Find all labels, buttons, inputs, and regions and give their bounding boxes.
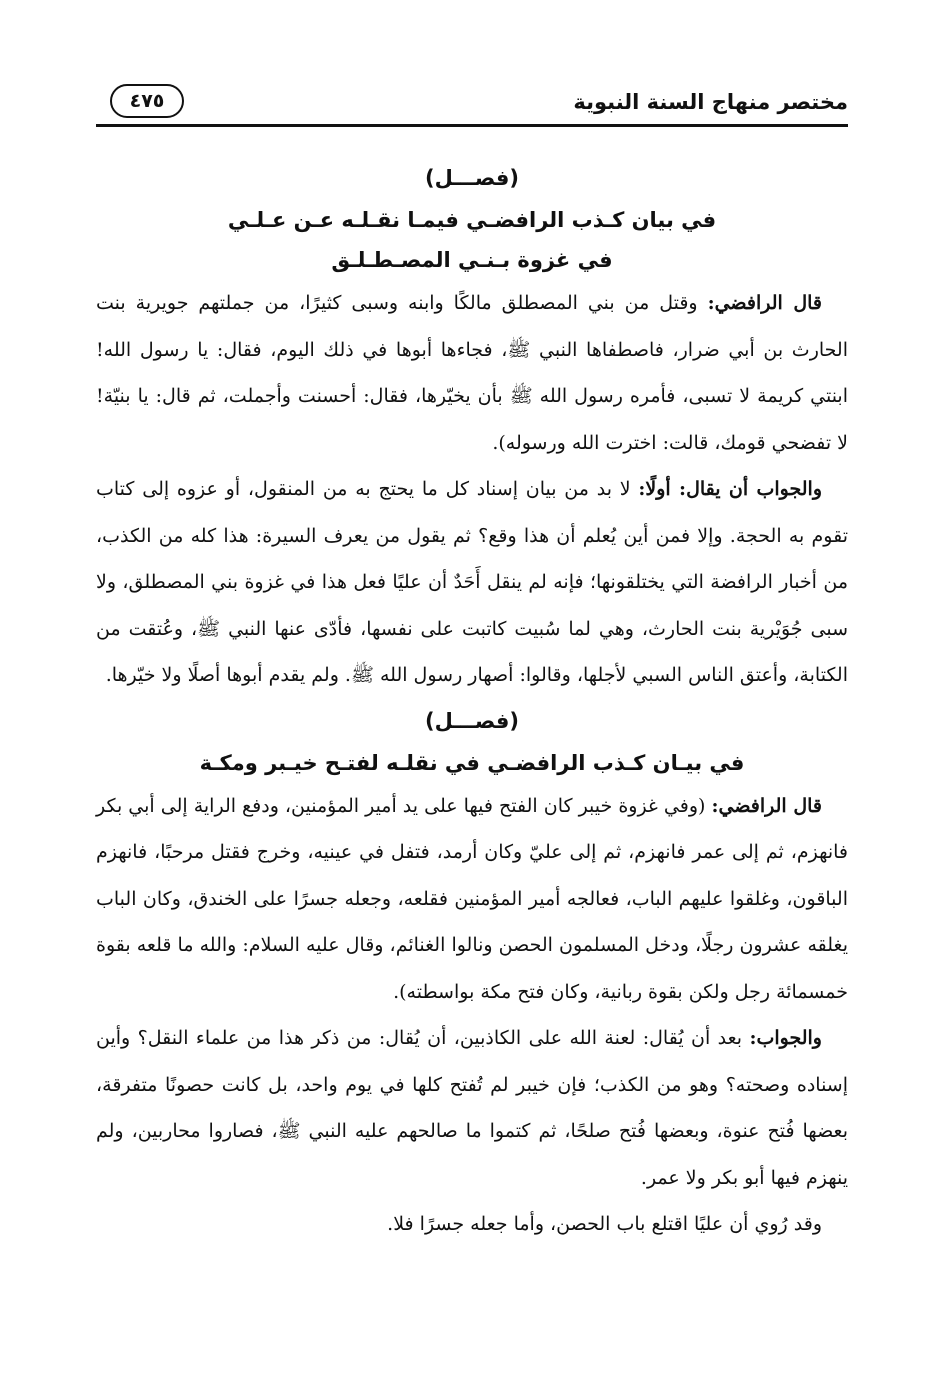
section1-p2-lead: والجواب أن يقال: أولًا: [638,478,822,500]
section2-paragraph-3 [96,1201,848,1248]
section2-p3-text: وقد رُوي أن عليًا اقتلع باب الحصن، وأما جعله جسرًا فلا. [387,1213,822,1235]
book-title: مختصر منهاج السنة النبوية [573,90,848,114]
section2-p2-text: بعد أن يُقال: لعنة الله على الكاذبين، أن يُقال: من ذكر هذا من علماء النقل؟ وأين إسناده وصحته؟ وهو من الكذب؛ فإن خيبر لم تُفتح كلها في يوم واحد، بل كانت حصونًا متفرقة، بعضها فُتح عنوة، وبعضها فُتح صلحًا، ثم كتموا ما صالحهم عليه النبي ﷺ، فصاروا محاربين، ولم ينهزم فيها أبو بكر ولا عمر. [96,1027,848,1189]
section2-heading [96,699,848,783]
section2-p1-lead: قال الرافضي: [711,794,823,817]
section2-paragraph-1 [96,783,848,1016]
page-body [96,156,848,1248]
section2-fasl: (فصـــل) [425,708,519,733]
section1-p1-text: وقتل من بني المصطلق مالكًا وابنه وسبى كثيرًا، من جملتهم جويرية بنت الحارث بن أبي ضرار، فاصطفاها النبي ﷺ، فجاءها أبوها في ذلك اليوم، فقال: يا رسول الله! ابنتي كريمة لا تسبى، فأمره رسول الله ﷺ بأن يخيّرها، فقال: أحسنت وأجملت، ثم قال: يا بنيّة! لا تفضحي قومك، قالت: اخترت الله ورسوله). [96,292,848,454]
section1-heading-line-1: في بيان كـذب الرافضـي فيمـا نقـلـه عـن عـلـي [227,208,717,232]
page-number: ٤٧٥ [110,84,184,118]
header-rule [96,124,848,127]
section2-p2-lead: والجواب: [749,1027,822,1049]
section1-p1-lead: قال الرافضي: [707,292,823,314]
section1-paragraph-1 [96,280,848,466]
section1-heading-line-2: في غزوة بـنـي المصـطـلـق [331,248,613,272]
section2-heading-line-1: في بيـان كـذب الرافضـي في نقلـه لفتـح خيـبر ومكـة [199,750,745,775]
section1-heading [96,156,848,280]
section2-p1-text: (وفي غزوة خيبر كان الفتح فيها على يد أمير المؤمنين، ودفع الراية إلى أبي بكر فانهزم، ثم إلى عمر فانهزم، ثم إلى عليّ وكان أرمد، فتفل في عينيه، وخرج فقتل مرحبًا، فانهزم الباقون، وغلقوا عليهم الباب، فعالجه أمير المؤمنين فقلعه، وجعله جسرًا على الخندق، وكان الباب يغلقه عشرون رجلًا، ودخل المسلمون الحصن ونالوا الغنائم، وقال عليه السلام: والله ما قلعه بقوة خمسمائة رجل ولكن بقوة ربانية، وكان فتح مكة بواسطته). [96,794,848,1003]
section1-p2-text: لا بد من بيان إسناد كل ما يحتج به من المنقول، أو عزوه إلى كتاب تقوم به الحجة. وإلا فمن أين يُعلم أن هذا وقع؟ ثم يقول من يعرف السيرة: هذا كله من الكذب، من أخبار الرافضة التي يختلقونها؛ فإنه لم ينقل أَحَدٌ أن عليًا فعل هذا في غزوة بني المصطلق، ولا سبى جُوَيْرية بنت الحارث، وهي لما سُبيت كاتبت على نفسها، فأدّى عنها النبي ﷺ، وعُتقت من الكتابة، وأعتق الناس السبي لأجلها، وقالوا: أصهار رسول الله ﷺ. ولم يقدم أبوها أصلًا ولا خيّرها. [96,478,848,686]
section2-paragraph-2 [96,1015,848,1201]
running-header [96,84,848,124]
section1-paragraph-2 [96,466,848,699]
section1-fasl: (فصـــل) [425,166,519,190]
